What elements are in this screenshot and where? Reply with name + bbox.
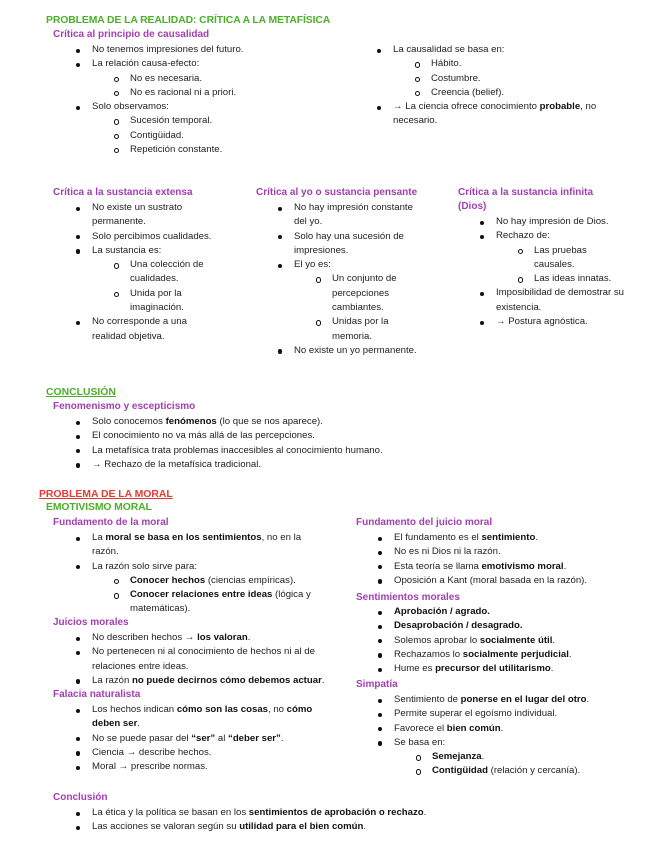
list-sentimientos-morales [375, 605, 635, 676]
list-item: Solo observamos: Sucesión temporal. Contigüidad. Repetición constante. [73, 100, 313, 157]
list-item: No hay impresión constante del yo. [275, 201, 423, 230]
list-item: → Postura agnóstica. [477, 315, 627, 329]
list-item: Semejanza. [414, 750, 635, 764]
list-item: Una colección de cualidades. [112, 258, 221, 287]
heading-juicios-morales: Juicios morales [53, 617, 129, 628]
list-item: La causalidad se basa en: Hábito. Costumbre. Creencia (belief). [374, 43, 624, 100]
list-simpatia [375, 693, 635, 779]
list-item: No corresponde a una realidad objetiva. [73, 315, 221, 344]
list-item: Las ideas innatas. [516, 272, 627, 286]
list-item: Las pruebas causales. [516, 244, 627, 273]
list-item: No es ni Dios ni la razón. [375, 545, 635, 559]
list-item: La sustancia es: Una colección de cualidades. Unida por la imaginación. [73, 244, 221, 315]
list-item: Favorece el bien común. [375, 722, 635, 736]
list-item: Hábito. [413, 57, 624, 71]
list-item: → La ciencia ofrece conocimiento probable, no necesario. [374, 100, 624, 129]
list-item: No es necesaria. [112, 72, 313, 86]
list-item: Repetición constante. [112, 143, 313, 157]
list-item: Solo percibimos cualidades. [73, 230, 221, 244]
heading-fundamento-moral: Fundamento de la moral [53, 517, 169, 528]
list-item: No pertenecen ni al conocimiento de hechos ni al de relaciones entre ideas. [73, 645, 322, 674]
list-item: No describen hechos → los valoran. [73, 631, 343, 645]
list-item: No hay impresión de Dios. [477, 215, 627, 229]
heading-fundamento-juicio: Fundamento del juicio moral [356, 517, 493, 528]
list-item: Sentimiento de ponerse en el lugar del otro. [375, 693, 635, 707]
list-item: Moral → prescribe normas. [73, 760, 323, 774]
list-item: La metafísica trata problemas inaccesibles al conocimiento humano. [73, 444, 513, 458]
list-item: No se puede pasar del “ser” al “deber ser”. [73, 732, 323, 746]
list-item: Conocer relaciones entre ideas (lógica y matemáticas). [112, 588, 323, 617]
list-item: No es racional ni a priori. [112, 86, 313, 100]
list-item: Rechazamos lo socialmente perjudicial. [375, 648, 635, 662]
list-item: Contigüidad (relación y cercanía). [414, 764, 635, 778]
heading-causalidad: Crítica al principio de causalidad [53, 29, 210, 40]
list-item: Conocer hechos (ciencias empíricas). [112, 574, 323, 588]
heading-sustancia-infinita: Crítica a la sustancia infinita (Dios) [458, 187, 594, 213]
list-falacia-naturalista [73, 703, 323, 774]
list-fundamento-moral [73, 531, 323, 617]
list-item: Unidas por la memoria. [314, 315, 423, 344]
list-item: Solo hay una sucesión de impresiones. [275, 230, 423, 259]
heading-fenomenismo: Fenomenismo y escepticismo [53, 401, 196, 412]
list-sustancia-extensa [73, 201, 221, 344]
list-sustancia-infinita [477, 215, 627, 329]
list-conclusion-moral [73, 806, 593, 835]
list-item: Un conjunto de percepciones cambiantes. [314, 272, 423, 315]
list-item: Desaprobación / desagrado. [375, 619, 635, 633]
subtitle-emotivismo: EMOTIVISMO MORAL [46, 502, 152, 513]
list-item: Costumbre. [413, 72, 624, 86]
list-item: No existe un sustrato permanente. [73, 201, 221, 230]
list-item: No tenemos impresiones del futuro. [73, 43, 313, 57]
list-item: La ética y la política se basan en los sentimientos de aprobación o rechazo. [73, 806, 593, 820]
list-item: El conocimiento no va más allá de las percepciones. [73, 429, 513, 443]
list-causalidad-base [374, 43, 624, 129]
list-item: Unida por la imaginación. [112, 287, 221, 316]
list-item: Se basa en: Semejanza. Contigüidad (relación y cercanía). [375, 736, 635, 779]
heading-simpatia: Simpatía [356, 679, 398, 690]
list-item: No existe un yo permanente. [275, 344, 423, 358]
list-item: La razón solo sirve para: Conocer hechos (ciencias empíricas). Conocer relaciones entre ideas (lógica y matemáticas). [73, 560, 323, 617]
section-title-moral: PROBLEMA DE LA MORAL [39, 489, 173, 500]
list-item: La razón no puede decirnos cómo debemos actuar. [73, 674, 343, 688]
list-item: Esta teoría se llama emotivismo moral. [375, 560, 635, 574]
list-item: → Rechazo de la metafísica tradicional. [73, 458, 513, 472]
list-item: Creencia (belief). [413, 86, 624, 100]
list-yo [275, 201, 423, 358]
heading-yo: Crítica al yo o sustancia pensante [256, 187, 418, 198]
list-item: Ciencia → describe hechos. [73, 746, 323, 760]
list-item: Rechazo de: Las pruebas causales. Las ideas innatas. [477, 229, 627, 286]
heading-conclusion-moral: Conclusión [53, 792, 108, 803]
list-item: El yo es: Un conjunto de percepciones cambiantes. Unidas por la memoria. [275, 258, 423, 344]
list-item: Oposición a Kant (moral basada en la razón). [375, 574, 635, 588]
section-title-conclusion: CONCLUSIÓN [46, 387, 116, 398]
list-item: La moral se basa en los sentimientos, no en la razón. [73, 531, 323, 560]
list-item: Hume es precursor del utilitarismo. [375, 662, 635, 676]
list-item: La relación causa-efecto: No es necesaria. No es racional ni a priori. [73, 57, 313, 100]
list-item: Permite superar el egoísmo individual. [375, 707, 635, 721]
section-title-realidad: PROBLEMA DE LA REALIDAD: CRÍTICA A LA METAFÍSICA [46, 15, 331, 26]
heading-sentimientos-morales: Sentimientos morales [356, 592, 460, 603]
list-item: Aprobación / agrado. [375, 605, 635, 619]
list-item: Los hechos indican cómo son las cosas, no cómo deben ser. [73, 703, 323, 732]
list-item: Imposibilidad de demostrar su existencia. [477, 286, 627, 315]
list-item: El fundamento es el sentimiento. [375, 531, 635, 545]
list-item: Sucesión temporal. [112, 114, 313, 128]
list-juicios-morales [73, 631, 343, 688]
heading-sustancia-extensa: Crítica a la sustancia extensa [53, 187, 193, 198]
list-item: Solemos aprobar lo socialmente útil. [375, 634, 635, 648]
list-causalidad [73, 43, 313, 157]
list-conclusion [73, 415, 513, 472]
list-item: Contigüidad. [112, 129, 313, 143]
list-item: Solo conocemos fenómenos (lo que se nos aparece). [73, 415, 513, 429]
list-item: Las acciones se valoran según su utilidad para el bien común. [73, 820, 593, 834]
heading-falacia-naturalista: Falacia naturalista [53, 689, 141, 700]
list-fundamento-juicio [375, 531, 635, 588]
